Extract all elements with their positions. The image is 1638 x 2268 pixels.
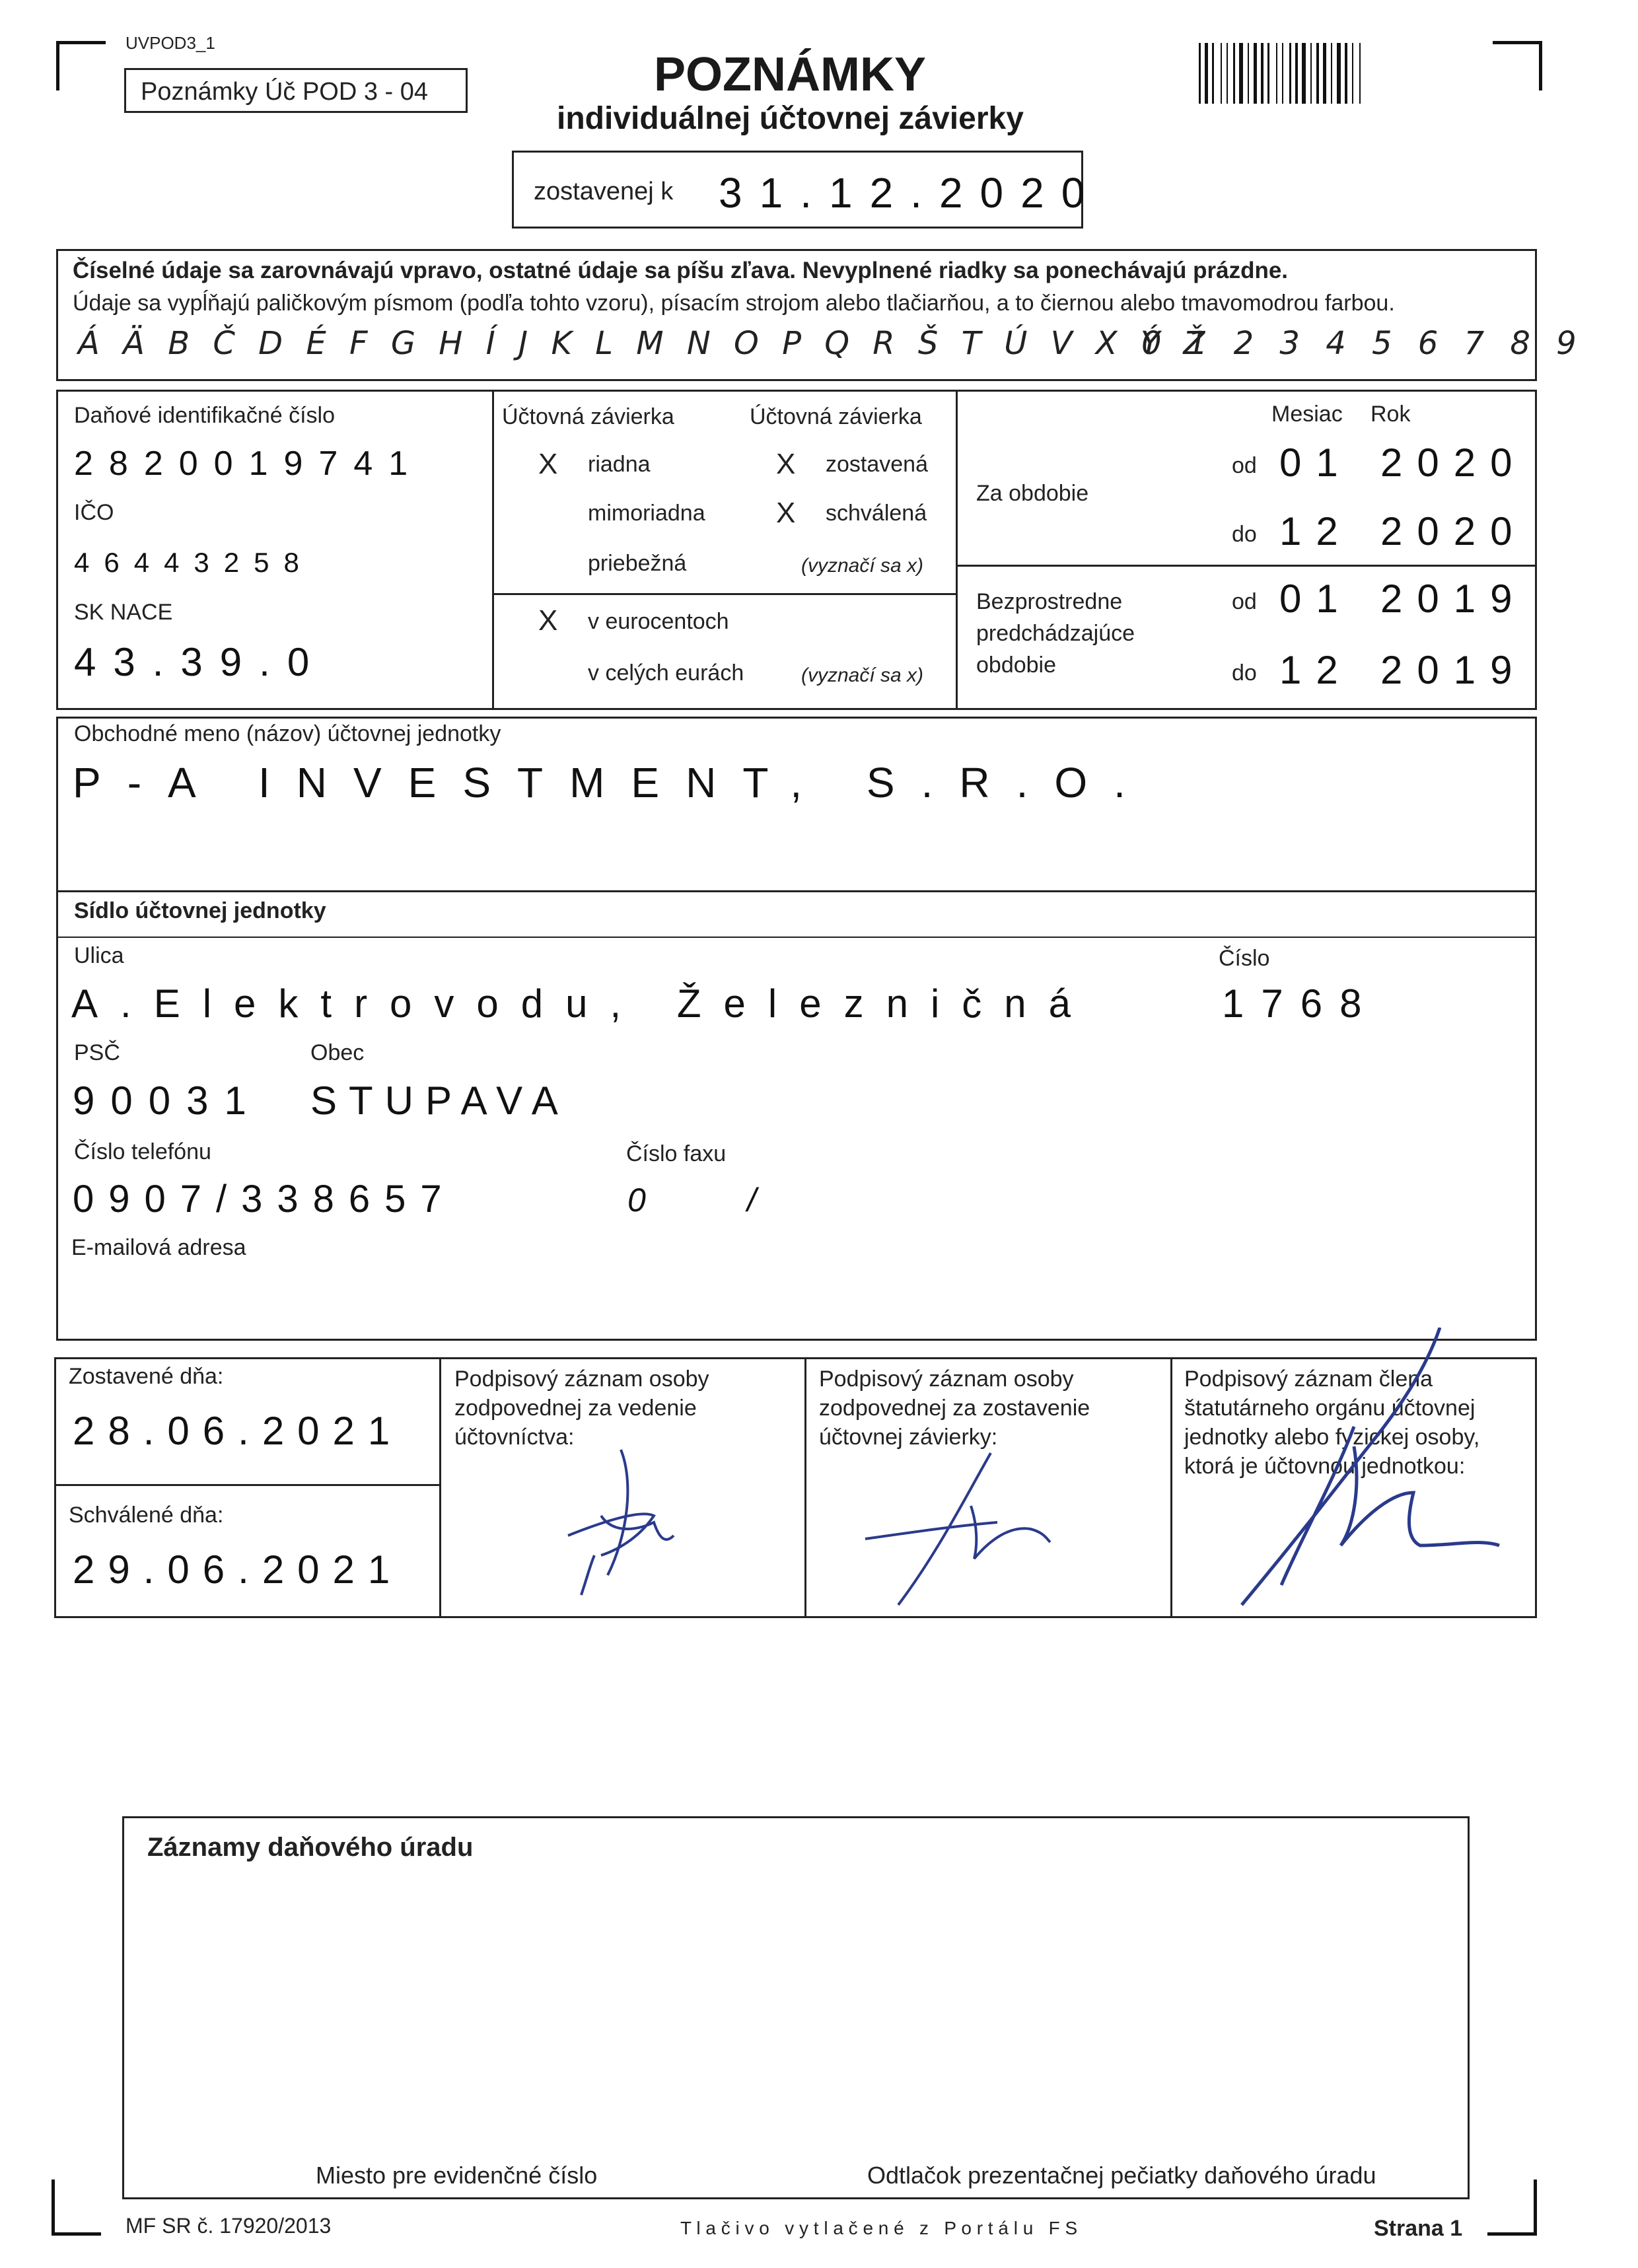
current-from-year: 2020 bbox=[1380, 441, 1527, 485]
fax-label: Číslo faxu bbox=[626, 1141, 727, 1166]
form-id: Poznámky Úč POD 3 - 04 bbox=[141, 78, 429, 106]
printed-from: T l a č i v o v y t l a č e n é z P o r t á l u F S bbox=[680, 2218, 1078, 2238]
barcode-bar bbox=[1248, 43, 1249, 104]
barcode-bar bbox=[1345, 43, 1347, 104]
instructions-box bbox=[56, 249, 1585, 381]
previous-from-month: 01 bbox=[1279, 577, 1353, 621]
month-label: Mesiac bbox=[1271, 402, 1343, 427]
barcode-bar bbox=[1295, 43, 1298, 104]
schvalena-checkbox[interactable]: X bbox=[776, 497, 796, 529]
fax-value: 0 / bbox=[627, 1182, 764, 1219]
previous-to-year: 2019 bbox=[1380, 648, 1527, 692]
city-value: STUPAVA bbox=[310, 1079, 570, 1123]
number-label: Číslo bbox=[1219, 946, 1270, 971]
zostavena-label: zostavená bbox=[826, 452, 928, 477]
previous-to-month: 12 bbox=[1279, 648, 1353, 692]
signature-statement bbox=[859, 1446, 1070, 1612]
city-label: Obec bbox=[310, 1040, 365, 1065]
schvalena-label: schválená bbox=[826, 501, 927, 526]
phone-value: 0907/338657 bbox=[73, 1178, 456, 1221]
barcode-bar bbox=[1212, 43, 1214, 104]
signature-statutory bbox=[1202, 1328, 1519, 1612]
psc-value: 90031 bbox=[73, 1079, 262, 1123]
approved-date: 29.06.2021 bbox=[73, 1547, 404, 1592]
nace-value: 43.39.0 bbox=[74, 640, 327, 684]
sig3-label: Podpisový záznam člena štatutárneho orgánu účtovnej jednotky alebo fyzickej osoby, ktorá je účtovnou jednotkou: bbox=[1184, 1366, 1480, 1479]
barcode-bar bbox=[1316, 43, 1319, 104]
riadna-label: riadna bbox=[588, 452, 651, 477]
dic-value: 2820019741 bbox=[74, 444, 424, 483]
previous-od-label: od bbox=[1232, 589, 1257, 614]
instructions-line1: Číselné údaje sa zarovnávajú vpravo, ostatné údaje sa píšu zľava. Nevyplnené riadky sa ponechávajú prázdne. bbox=[73, 258, 1289, 283]
stamp-label: Odtlačok prezentačnej pečiatky daňového úradu bbox=[867, 2162, 1376, 2189]
prepared-date-box bbox=[512, 151, 1102, 229]
form-code: UVPOD3_1 bbox=[125, 33, 215, 53]
current-period-label: Za obdobie bbox=[976, 481, 1089, 506]
tax-office-title: Záznamy daňového úradu bbox=[147, 1833, 474, 1862]
email-label: E-mailová adresa bbox=[71, 1235, 246, 1260]
barcode-bar bbox=[1254, 43, 1257, 104]
company-name-label: Obchodné meno (názov) účtovnej jednotky bbox=[74, 721, 501, 746]
cele-eura-label: v celých eurách bbox=[588, 660, 744, 686]
dic-label: Daňové identifikačné číslo bbox=[74, 403, 336, 428]
form-id-box bbox=[124, 68, 468, 113]
ico-value: 46443258 bbox=[74, 547, 314, 578]
street-value: A.Elektrovodu, Železničná bbox=[71, 981, 1094, 1026]
statement-header-2: Účtovná závierka bbox=[750, 404, 922, 429]
current-od-label: od bbox=[1232, 453, 1257, 478]
company-box bbox=[56, 717, 1537, 1341]
barcode bbox=[1199, 43, 1443, 104]
zostavena-checkbox[interactable]: X bbox=[776, 448, 796, 480]
barcode-bar bbox=[1310, 43, 1312, 104]
statement-header-1: Účtovná závierka bbox=[502, 404, 674, 429]
mark-hint-1: (vyznačí sa x) bbox=[801, 555, 924, 577]
sig2-label: Podpisový záznam osoby zodpovednej za zostavenie účtovnej závierky: bbox=[819, 1366, 1090, 1450]
previous-period-label-1: Bezprostredne bbox=[976, 589, 1123, 614]
compiled-date: 28.06.2021 bbox=[73, 1409, 404, 1453]
corner-mark-bottom-right bbox=[1487, 2179, 1537, 2236]
corner-mark-bottom-left bbox=[52, 2179, 101, 2236]
previous-period-label-3: obdobie bbox=[976, 653, 1057, 678]
page-number: Strana 1 bbox=[1374, 2216, 1463, 2241]
year-label: Rok bbox=[1371, 402, 1411, 427]
number-value: 1768 bbox=[1222, 981, 1379, 1026]
tax-office-box bbox=[122, 1816, 1470, 2199]
previous-do-label: do bbox=[1232, 660, 1257, 686]
current-from-month: 01 bbox=[1279, 441, 1353, 485]
priebezna-label: priebežná bbox=[588, 551, 687, 576]
current-do-label: do bbox=[1232, 522, 1257, 547]
barcode-bar bbox=[1359, 43, 1361, 104]
barcode-bar bbox=[1205, 43, 1208, 104]
previous-period-label-2: predchádzajúce bbox=[976, 621, 1135, 646]
address-section-title: Sídlo účtovnej jednotky bbox=[74, 898, 326, 923]
company-name: P-A INVESTMENT, S.R.O. bbox=[73, 759, 1152, 806]
sig1-label: Podpisový záznam osoby zodpovednej za vedenie účtovníctva: bbox=[454, 1366, 709, 1450]
prepared-date: 31.12.2020 bbox=[719, 169, 1102, 217]
barcode-bar bbox=[1276, 43, 1277, 104]
evidence-label: Miesto pre evidenčné číslo bbox=[316, 2162, 598, 2189]
phone-label: Číslo telefónu bbox=[74, 1139, 211, 1164]
barcode-bar bbox=[1282, 43, 1283, 104]
barcode-bar bbox=[1227, 43, 1228, 104]
barcode-bar bbox=[1261, 43, 1264, 104]
eurocent-label: v eurocentoch bbox=[588, 609, 729, 634]
corner-mark-top-left bbox=[56, 41, 106, 90]
page-title: POZNÁMKY bbox=[654, 48, 926, 101]
sample-digits: 0 1 2 3 4 5 6 7 8 9 bbox=[1141, 325, 1585, 362]
nace-label: SK NACE bbox=[74, 600, 173, 625]
barcode-bar bbox=[1323, 43, 1326, 104]
instructions-line2: Údaje sa vypĺňajú paličkovým písmom (podľa tohto vzoru), písacím strojom alebo tlačiarňou, a to čiernou alebo tmavomodrou farbou. bbox=[73, 291, 1395, 316]
psc-label: PSČ bbox=[74, 1040, 120, 1065]
riadna-checkbox[interactable]: X bbox=[538, 448, 558, 480]
barcode-bar bbox=[1337, 43, 1341, 104]
compiled-label: Zostavené dňa: bbox=[69, 1364, 224, 1389]
barcode-bar bbox=[1233, 43, 1235, 104]
barcode-bar bbox=[1267, 43, 1269, 104]
barcode-bar bbox=[1221, 43, 1222, 104]
ministry-code: MF SR č. 17920/2013 bbox=[125, 2214, 332, 2238]
signature-accounting bbox=[542, 1443, 713, 1608]
ico-label: IČO bbox=[74, 500, 114, 525]
barcode-bar bbox=[1352, 43, 1353, 104]
barcode-bar bbox=[1331, 43, 1332, 104]
barcode-bar bbox=[1199, 43, 1201, 104]
street-label: Ulica bbox=[74, 943, 124, 968]
sample-letters: Á Ä B Č D É F G H Í J K L M N O P Q R Š T Ú V X Ý Ž bbox=[78, 325, 1212, 362]
mimoriadna-label: mimoriadna bbox=[588, 501, 705, 526]
barcode-bar bbox=[1239, 43, 1243, 104]
current-to-month: 12 bbox=[1279, 509, 1353, 553]
previous-from-year: 2019 bbox=[1380, 577, 1527, 621]
mark-hint-2: (vyznačí sa x) bbox=[801, 664, 924, 686]
barcode-bar bbox=[1289, 43, 1291, 104]
current-to-year: 2020 bbox=[1380, 509, 1527, 553]
corner-mark-top-right bbox=[1493, 41, 1542, 90]
prepared-label: zostavenej k bbox=[534, 178, 674, 205]
approved-label: Schválené dňa: bbox=[69, 1503, 224, 1528]
eurocent-checkbox[interactable]: X bbox=[538, 604, 558, 637]
barcode-bar bbox=[1302, 43, 1306, 104]
page-subtitle: individuálnej účtovnej závierky bbox=[557, 101, 1024, 136]
